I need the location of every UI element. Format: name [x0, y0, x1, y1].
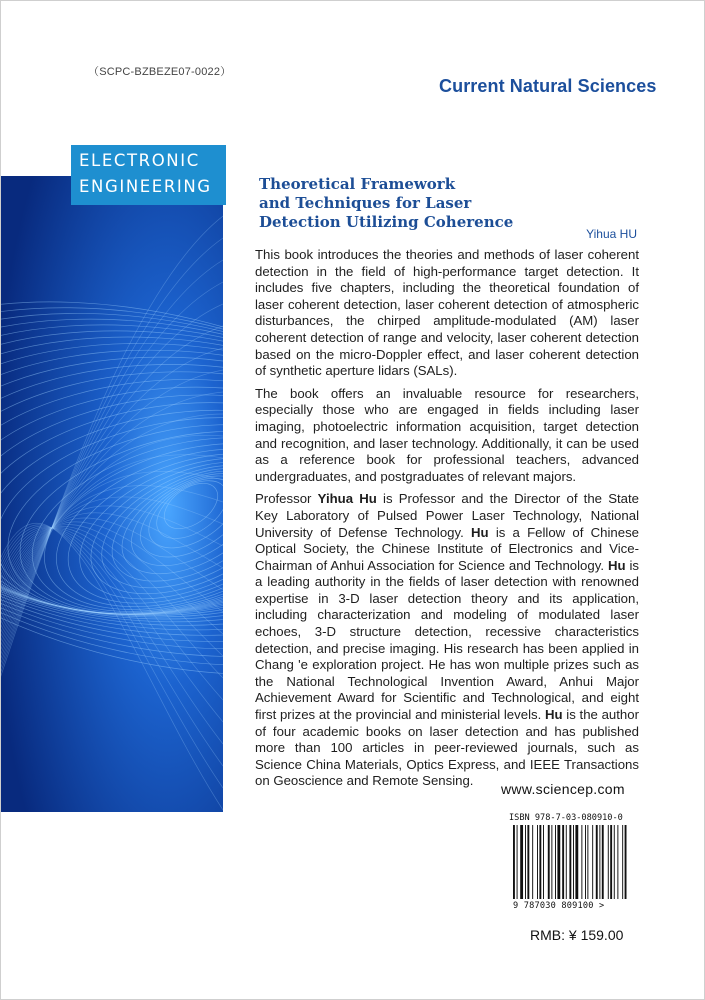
cover-artwork: [1, 176, 223, 812]
publisher-website: www.sciencep.com: [501, 781, 625, 797]
bio-hu-2: Hu: [607, 557, 626, 573]
author-name: Yihua HU: [586, 227, 637, 241]
price: RMB: ¥ 159.00: [530, 927, 624, 943]
bio-hu-3: Hu: [544, 707, 563, 723]
bio-text-c: is a leading authority in the fields of laser detection with renowned expertise in 3-D laser detection theory and its application, including characterization and modeling of modulated laser echoes, 3-D structure detection, recessive characteristics detection, and precise imaging. His research has been applied in Chang 'e exploration project. He has won multiple prizes such as the National Technological Invention Award, Anhui Major Achievement Award for Scientific and Technological, and eight first prizes at the provincial and ministerial levels.: [255, 557, 640, 723]
bio-text-d: is the author of four academic books on laser detection and has published more than 100 articles in peer-reviewed journals, such as Science China Materials, Optics Express, and IEEE Transactions on Geoscience and Remote Sensing.: [255, 707, 639, 789]
bio-text-b: is a Fellow of Chinese Optical Society, the Chinese Institute of Electronics and Vice-Chairman of Anhui Association for Science and Technology.: [255, 524, 640, 573]
series-name: Current Natural Sciences: [439, 76, 657, 96]
book-title-line-1: Theoretical Framework: [259, 175, 456, 193]
book-description: [255, 247, 639, 796]
book-title-line-2: and Techniques for Laser: [259, 194, 472, 212]
description-paragraph-2: The book offers an invaluable resource for researchers, especially those who are engaged in fields including laser imaging, photoelectric information acquisition, target detection and recognition, and laser technology. Additionally, it can be used as a reference book for professional teachers, advanced undergraduates, and postgraduates of relevant majors.: [255, 385, 639, 484]
book-title-line-3: Detection Utilizing Coherence: [259, 213, 514, 231]
isbn-number: ISBN 978-7-03-080910-0: [509, 813, 623, 823]
series-code: （SCPC-BZBEZE07-0022）: [88, 66, 232, 78]
category-line-2: ENGINEERING: [79, 177, 212, 196]
barcode-digits: 9 787030 809100 >: [513, 901, 605, 911]
bio-text-a: is Professor and the Director of the State Key Laboratory of Pulsed Power Laser Technology, National University of Defense Technology.: [255, 491, 639, 540]
barcode-graphic: [507, 825, 631, 901]
isbn-barcode-block: [507, 813, 631, 913]
author-bio-paragraph: [255, 491, 639, 790]
description-paragraph-1: This book introduces the theories and methods of laser coherent detection in the field of high-performance target detection. It includes five chapters, including the theoretical foundation of laser coherent detection, laser coherent detection of atmospheric disturbances, the chirped amplitude-modulated (AM) laser coherent detection of range and velocity, laser coherent detection based on the micro-Doppler effect, and laser coherent detection of synthetic aperture lidars (SALs).: [255, 247, 639, 379]
book-title: [259, 175, 639, 232]
category-line-1: ELECTRONIC: [79, 151, 200, 170]
bio-author-name: Yihua Hu: [317, 491, 377, 507]
bio-hu-1: Hu: [471, 524, 489, 540]
bio-intro: Professor: [255, 491, 318, 507]
category-label-box: [71, 145, 226, 205]
